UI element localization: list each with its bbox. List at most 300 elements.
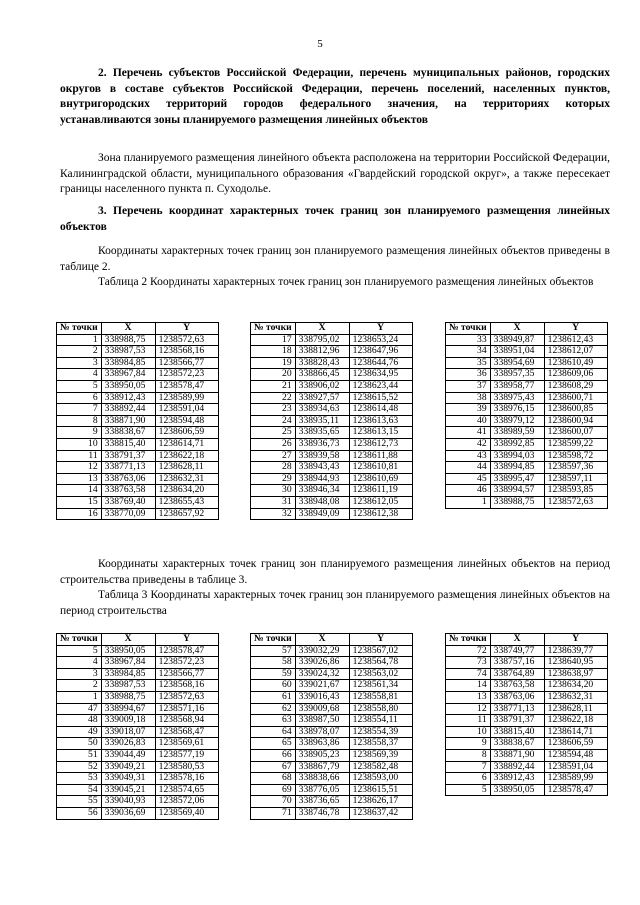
x-coordinate-cell: 338838,66 [295, 773, 349, 785]
table-row [446, 657, 608, 669]
x-coordinate-cell: 338871,90 [101, 415, 155, 427]
table-row [446, 369, 608, 381]
x-coordinate-cell: 338906,02 [295, 380, 349, 392]
point-number-cell: 1 [57, 334, 102, 346]
y-coordinate-cell: 1238558,81 [349, 691, 412, 703]
y-coordinate-cell: 1238554,39 [349, 726, 412, 738]
table-row [446, 749, 608, 761]
col-x-header: X [295, 634, 349, 646]
x-coordinate-cell: 339036,69 [101, 807, 155, 819]
x-coordinate-cell: 338838,67 [490, 738, 544, 750]
table-row [446, 473, 608, 485]
x-coordinate-cell: 338935,65 [295, 427, 349, 439]
x-coordinate-cell: 338994,57 [490, 485, 544, 497]
y-coordinate-cell: 1238566,77 [155, 357, 218, 369]
x-coordinate-cell: 338746,78 [295, 807, 349, 819]
point-number-cell: 19 [251, 357, 296, 369]
table-row [57, 357, 219, 369]
y-coordinate-cell: 1238589,99 [155, 392, 218, 404]
x-coordinate-cell: 339016,43 [295, 691, 349, 703]
y-coordinate-cell: 1238612,43 [544, 334, 607, 346]
x-coordinate-cell: 338989,59 [490, 427, 544, 439]
table-row [251, 392, 413, 404]
x-coordinate-cell: 338736,65 [295, 796, 349, 808]
y-coordinate-cell: 1238606,59 [544, 738, 607, 750]
point-number-cell: 12 [57, 462, 102, 474]
table-row [57, 427, 219, 439]
point-number-cell: 73 [446, 657, 491, 669]
table-row [446, 668, 608, 680]
x-coordinate-cell: 338987,53 [101, 680, 155, 692]
table-row [446, 691, 608, 703]
y-coordinate-cell: 1238622,18 [155, 450, 218, 462]
y-coordinate-cell: 1238615,52 [349, 392, 412, 404]
y-coordinate-cell: 1238610,49 [544, 357, 607, 369]
x-coordinate-cell: 338984,85 [101, 668, 155, 680]
point-number-cell: 45 [446, 473, 491, 485]
x-coordinate-cell: 338749,77 [490, 645, 544, 657]
x-coordinate-cell: 338988,75 [101, 691, 155, 703]
y-coordinate-cell: 1238644,76 [349, 357, 412, 369]
y-coordinate-cell: 1238600,85 [544, 404, 607, 416]
point-number-cell: 58 [251, 657, 296, 669]
point-number-cell: 50 [57, 738, 102, 750]
y-coordinate-cell: 1238634,20 [544, 680, 607, 692]
y-coordinate-cell: 1238569,61 [155, 738, 218, 750]
table-row [57, 749, 219, 761]
x-coordinate-cell: 338769,40 [101, 496, 155, 508]
table-row [57, 691, 219, 703]
point-number-cell: 21 [251, 380, 296, 392]
table-row [57, 462, 219, 474]
table-row [446, 485, 608, 497]
section-3-heading: 3. Перечень координат характерных точек границ зон планируемого размещения линейных объектов [60, 205, 610, 233]
table-row [57, 404, 219, 416]
x-coordinate-cell: 338987,53 [101, 346, 155, 358]
y-coordinate-cell: 1238608,29 [544, 380, 607, 392]
y-coordinate-cell: 1238569,40 [155, 807, 218, 819]
y-coordinate-cell: 1238593,00 [349, 773, 412, 785]
x-coordinate-cell: 339009,18 [101, 715, 155, 727]
y-coordinate-cell: 1238614,71 [155, 438, 218, 450]
point-number-cell: 7 [57, 404, 102, 416]
x-coordinate-cell: 338892,44 [490, 761, 544, 773]
table-row [446, 715, 608, 727]
table-row [251, 415, 413, 427]
x-coordinate-cell: 338892,44 [101, 404, 155, 416]
point-number-cell: 27 [251, 450, 296, 462]
table-row [57, 761, 219, 773]
y-coordinate-cell: 1238597,11 [544, 473, 607, 485]
y-coordinate-cell: 1238568,16 [155, 680, 218, 692]
page-number: 5 [317, 38, 323, 50]
table-row [57, 380, 219, 392]
point-number-cell: 5 [57, 645, 102, 657]
section-2-heading: 2. Перечень субъектов Российской Федерации, перечень муниципальных районов, городских округов в составе субъектов Российской Федерации, перечень поселений, населенных пунктов, внутригородских территорий городов федерального значения, на территориях которых устанавливаются зоны планируемого размещения линейных объектов [60, 67, 610, 126]
x-coordinate-cell: 338994,03 [490, 450, 544, 462]
y-coordinate-cell: 1238622,18 [544, 715, 607, 727]
x-coordinate-cell: 338936,73 [295, 438, 349, 450]
x-coordinate-cell: 338946,34 [295, 485, 349, 497]
y-coordinate-cell: 1238640,95 [544, 657, 607, 669]
point-number-cell: 65 [251, 738, 296, 750]
x-coordinate-cell: 338935,11 [295, 415, 349, 427]
y-coordinate-cell: 1238613,63 [349, 415, 412, 427]
point-number-cell: 2 [57, 680, 102, 692]
y-coordinate-cell: 1238563,02 [349, 668, 412, 680]
x-coordinate-cell: 338948,08 [295, 496, 349, 508]
x-coordinate-cell: 339021,67 [295, 680, 349, 692]
point-number-cell: 10 [57, 438, 102, 450]
table-header-row [251, 634, 413, 646]
col-point-header: № точки [251, 323, 296, 335]
table-row [446, 415, 608, 427]
col-y-header: Y [544, 323, 607, 335]
table-row [57, 485, 219, 497]
point-number-cell: 35 [446, 357, 491, 369]
point-number-cell: 28 [251, 462, 296, 474]
table-row [446, 680, 608, 692]
table2-caption: Таблица 2 Координаты характерных точек границ зон планируемого размещения линейных объектов [98, 276, 594, 288]
point-number-cell: 9 [446, 738, 491, 750]
point-number-cell: 71 [251, 807, 296, 819]
col-x-header: X [101, 323, 155, 335]
y-coordinate-cell: 1238612,05 [349, 496, 412, 508]
table-row [446, 703, 608, 715]
x-coordinate-cell: 338994,67 [101, 703, 155, 715]
table-header-row [251, 323, 413, 335]
table-row [57, 796, 219, 808]
point-number-cell: 36 [446, 369, 491, 381]
point-number-cell: 20 [251, 369, 296, 381]
table-row [57, 438, 219, 450]
table-row [57, 680, 219, 692]
y-coordinate-cell: 1238628,11 [155, 462, 218, 474]
table-row [446, 357, 608, 369]
y-coordinate-cell: 1238572,63 [155, 334, 218, 346]
y-coordinate-cell: 1238614,71 [544, 726, 607, 738]
x-coordinate-cell: 339044,49 [101, 749, 155, 761]
table-row [251, 485, 413, 497]
table-row [57, 784, 219, 796]
y-coordinate-cell: 1238568,16 [155, 346, 218, 358]
col-x-header: X [101, 634, 155, 646]
table-row [251, 773, 413, 785]
point-number-cell: 4 [57, 369, 102, 381]
table-row [446, 784, 608, 796]
x-coordinate-cell: 338950,05 [101, 380, 155, 392]
table3-block-1 [56, 633, 219, 820]
y-coordinate-cell: 1238600,07 [544, 427, 607, 439]
point-number-cell: 44 [446, 462, 491, 474]
y-coordinate-cell: 1238578,16 [155, 773, 218, 785]
x-coordinate-cell: 338912,43 [490, 773, 544, 785]
col-x-header: X [490, 634, 544, 646]
y-coordinate-cell: 1238610,81 [349, 462, 412, 474]
table-row [446, 438, 608, 450]
y-coordinate-cell: 1238554,11 [349, 715, 412, 727]
y-coordinate-cell: 1238657,92 [155, 508, 218, 520]
point-number-cell: 5 [446, 784, 491, 796]
y-coordinate-cell: 1238612,38 [349, 508, 412, 520]
x-coordinate-cell: 338867,79 [295, 761, 349, 773]
y-coordinate-cell: 1238632,31 [155, 473, 218, 485]
table3-caption: Таблица 3 Координаты характерных точек границ зон планируемого размещения линейных объектов на период строительства [60, 589, 610, 617]
table-row [251, 346, 413, 358]
y-coordinate-cell: 1238591,04 [155, 404, 218, 416]
y-coordinate-cell: 1238637,42 [349, 807, 412, 819]
x-coordinate-cell: 338939,58 [295, 450, 349, 462]
y-coordinate-cell: 1238591,04 [544, 761, 607, 773]
y-coordinate-cell: 1238574,65 [155, 784, 218, 796]
point-number-cell: 39 [446, 404, 491, 416]
point-number-cell: 38 [446, 392, 491, 404]
point-number-cell: 41 [446, 427, 491, 439]
y-coordinate-cell: 1238582,48 [349, 761, 412, 773]
y-coordinate-cell: 1238568,47 [155, 726, 218, 738]
point-number-cell: 64 [251, 726, 296, 738]
point-number-cell: 74 [446, 668, 491, 680]
x-coordinate-cell: 338905,23 [295, 749, 349, 761]
x-coordinate-cell: 338957,35 [490, 369, 544, 381]
y-coordinate-cell: 1238638,97 [544, 668, 607, 680]
x-coordinate-cell: 339026,83 [101, 738, 155, 750]
col-y-header: Y [155, 323, 218, 335]
col-point-header: № точки [251, 634, 296, 646]
point-number-cell: 72 [446, 645, 491, 657]
point-number-cell: 62 [251, 703, 296, 715]
point-number-cell: 3 [57, 668, 102, 680]
table-header-row [446, 323, 608, 335]
y-coordinate-cell: 1238634,20 [155, 485, 218, 497]
y-coordinate-cell: 1238577,19 [155, 749, 218, 761]
table-row [251, 380, 413, 392]
table-row [57, 415, 219, 427]
table-row [57, 807, 219, 819]
table-row [251, 438, 413, 450]
table-row [251, 726, 413, 738]
y-coordinate-cell: 1238578,47 [155, 645, 218, 657]
zone-location-paragraph: Зона планируемого размещения линейного объекта расположена на территории Российской Федерации, Калининградской области, муниципального образования «Гвардейский городской округ», а также пересекает границы населенного пункта п. Суходолье. [60, 152, 610, 195]
col-x-header: X [295, 323, 349, 335]
point-number-cell: 69 [251, 784, 296, 796]
x-coordinate-cell: 338988,75 [101, 334, 155, 346]
x-coordinate-cell: 338815,40 [101, 438, 155, 450]
x-coordinate-cell: 338771,13 [101, 462, 155, 474]
table-row [446, 346, 608, 358]
x-coordinate-cell: 338757,16 [490, 657, 544, 669]
point-number-cell: 40 [446, 415, 491, 427]
col-y-header: Y [349, 634, 412, 646]
point-number-cell: 23 [251, 404, 296, 416]
y-coordinate-cell: 1238594,48 [155, 415, 218, 427]
table-row [251, 749, 413, 761]
y-coordinate-cell: 1238599,22 [544, 438, 607, 450]
x-coordinate-cell: 338763,58 [490, 680, 544, 692]
point-number-cell: 63 [251, 715, 296, 727]
table-row [251, 450, 413, 462]
x-coordinate-cell: 338950,05 [490, 784, 544, 796]
table-row [251, 668, 413, 680]
x-coordinate-cell: 339045,21 [101, 784, 155, 796]
point-number-cell: 52 [57, 761, 102, 773]
table-row [57, 726, 219, 738]
x-coordinate-cell: 338995,47 [490, 473, 544, 485]
y-coordinate-cell: 1238578,47 [155, 380, 218, 392]
x-coordinate-cell: 338976,15 [490, 404, 544, 416]
table-row [57, 773, 219, 785]
point-number-cell: 7 [446, 761, 491, 773]
y-coordinate-cell: 1238558,37 [349, 738, 412, 750]
point-number-cell: 8 [57, 415, 102, 427]
table-row [251, 473, 413, 485]
table2-block-2 [250, 322, 413, 520]
y-coordinate-cell: 1238593,85 [544, 485, 607, 497]
point-number-cell: 48 [57, 715, 102, 727]
point-number-cell: 60 [251, 680, 296, 692]
point-number-cell: 59 [251, 668, 296, 680]
point-number-cell: 70 [251, 796, 296, 808]
table-row [57, 668, 219, 680]
table-row [446, 404, 608, 416]
point-number-cell: 1 [57, 691, 102, 703]
table-row [57, 657, 219, 669]
table-row [251, 657, 413, 669]
table-row [251, 703, 413, 715]
table-row [446, 380, 608, 392]
y-coordinate-cell: 1238611,88 [349, 450, 412, 462]
table-row [251, 807, 413, 819]
table-row [251, 715, 413, 727]
table3-block-3 [445, 633, 608, 796]
point-number-cell: 42 [446, 438, 491, 450]
x-coordinate-cell: 339026,86 [295, 657, 349, 669]
y-coordinate-cell: 1238634,95 [349, 369, 412, 381]
point-number-cell: 31 [251, 496, 296, 508]
x-coordinate-cell: 338958,77 [490, 380, 544, 392]
table-row [446, 496, 608, 508]
table-row [446, 761, 608, 773]
y-coordinate-cell: 1238572,06 [155, 796, 218, 808]
table-row [251, 496, 413, 508]
table2-block-1 [56, 322, 219, 520]
point-number-cell: 29 [251, 473, 296, 485]
x-coordinate-cell: 338954,69 [490, 357, 544, 369]
x-coordinate-cell: 338949,09 [295, 508, 349, 520]
point-number-cell: 11 [57, 450, 102, 462]
x-coordinate-cell: 338988,75 [490, 496, 544, 508]
y-coordinate-cell: 1238571,16 [155, 703, 218, 715]
x-coordinate-cell: 338975,43 [490, 392, 544, 404]
x-coordinate-cell: 338994,85 [490, 462, 544, 474]
table-row [57, 369, 219, 381]
table-row [251, 761, 413, 773]
table-row [251, 738, 413, 750]
point-number-cell: 25 [251, 427, 296, 439]
point-number-cell: 49 [57, 726, 102, 738]
table-row [57, 508, 219, 520]
point-number-cell: 11 [446, 715, 491, 727]
y-coordinate-cell: 1238632,31 [544, 691, 607, 703]
y-coordinate-cell: 1238568,94 [155, 715, 218, 727]
point-number-cell: 26 [251, 438, 296, 450]
point-number-cell: 67 [251, 761, 296, 773]
x-coordinate-cell: 339024,32 [295, 668, 349, 680]
point-number-cell: 17 [251, 334, 296, 346]
x-coordinate-cell: 338763,06 [490, 691, 544, 703]
y-coordinate-cell: 1238653,24 [349, 334, 412, 346]
y-coordinate-cell: 1238569,39 [349, 749, 412, 761]
table-row [251, 784, 413, 796]
point-number-cell: 9 [57, 427, 102, 439]
point-number-cell: 34 [446, 346, 491, 358]
x-coordinate-cell: 338944,93 [295, 473, 349, 485]
col-y-header: Y [155, 634, 218, 646]
y-coordinate-cell: 1238594,48 [544, 749, 607, 761]
y-coordinate-cell: 1238615,51 [349, 784, 412, 796]
point-number-cell: 15 [57, 496, 102, 508]
x-coordinate-cell: 339009,68 [295, 703, 349, 715]
table-row [57, 473, 219, 485]
y-coordinate-cell: 1238623,44 [349, 380, 412, 392]
x-coordinate-cell: 338912,43 [101, 392, 155, 404]
y-coordinate-cell: 1238567,02 [349, 645, 412, 657]
y-coordinate-cell: 1238580,53 [155, 761, 218, 773]
x-coordinate-cell: 338979,12 [490, 415, 544, 427]
table-row [251, 462, 413, 474]
table-row [251, 508, 413, 520]
table-row [251, 796, 413, 808]
point-number-cell: 66 [251, 749, 296, 761]
x-coordinate-cell: 339040,93 [101, 796, 155, 808]
table-row [446, 726, 608, 738]
table3-block-2 [250, 633, 413, 820]
x-coordinate-cell: 338967,84 [101, 369, 155, 381]
x-coordinate-cell: 338776,05 [295, 784, 349, 796]
table-row [251, 369, 413, 381]
table-row [251, 357, 413, 369]
table-row [446, 334, 608, 346]
y-coordinate-cell: 1238626,17 [349, 796, 412, 808]
table-row [446, 645, 608, 657]
x-coordinate-cell: 339018,07 [101, 726, 155, 738]
x-coordinate-cell: 338927,57 [295, 392, 349, 404]
point-number-cell: 5 [57, 380, 102, 392]
point-number-cell: 33 [446, 334, 491, 346]
y-coordinate-cell: 1238613,15 [349, 427, 412, 439]
col-x-header: X [490, 323, 544, 335]
point-number-cell: 54 [57, 784, 102, 796]
x-coordinate-cell: 338943,43 [295, 462, 349, 474]
table-row [57, 392, 219, 404]
table-row [446, 427, 608, 439]
col-y-header: Y [544, 634, 607, 646]
point-number-cell: 46 [446, 485, 491, 497]
table-row [251, 427, 413, 439]
x-coordinate-cell: 338978,07 [295, 726, 349, 738]
y-coordinate-cell: 1238598,72 [544, 450, 607, 462]
y-coordinate-cell: 1238589,99 [544, 773, 607, 785]
y-coordinate-cell: 1238597,36 [544, 462, 607, 474]
point-number-cell: 61 [251, 691, 296, 703]
y-coordinate-cell: 1238600,71 [544, 392, 607, 404]
table-row [446, 450, 608, 462]
x-coordinate-cell: 339049,31 [101, 773, 155, 785]
x-coordinate-cell: 338791,37 [490, 715, 544, 727]
coords-intro-paragraph: Координаты характерных точек границ зон планируемого размещения линейных объектов приведены в таблице 2. [60, 245, 610, 273]
point-number-cell: 51 [57, 749, 102, 761]
point-number-cell: 47 [57, 703, 102, 715]
